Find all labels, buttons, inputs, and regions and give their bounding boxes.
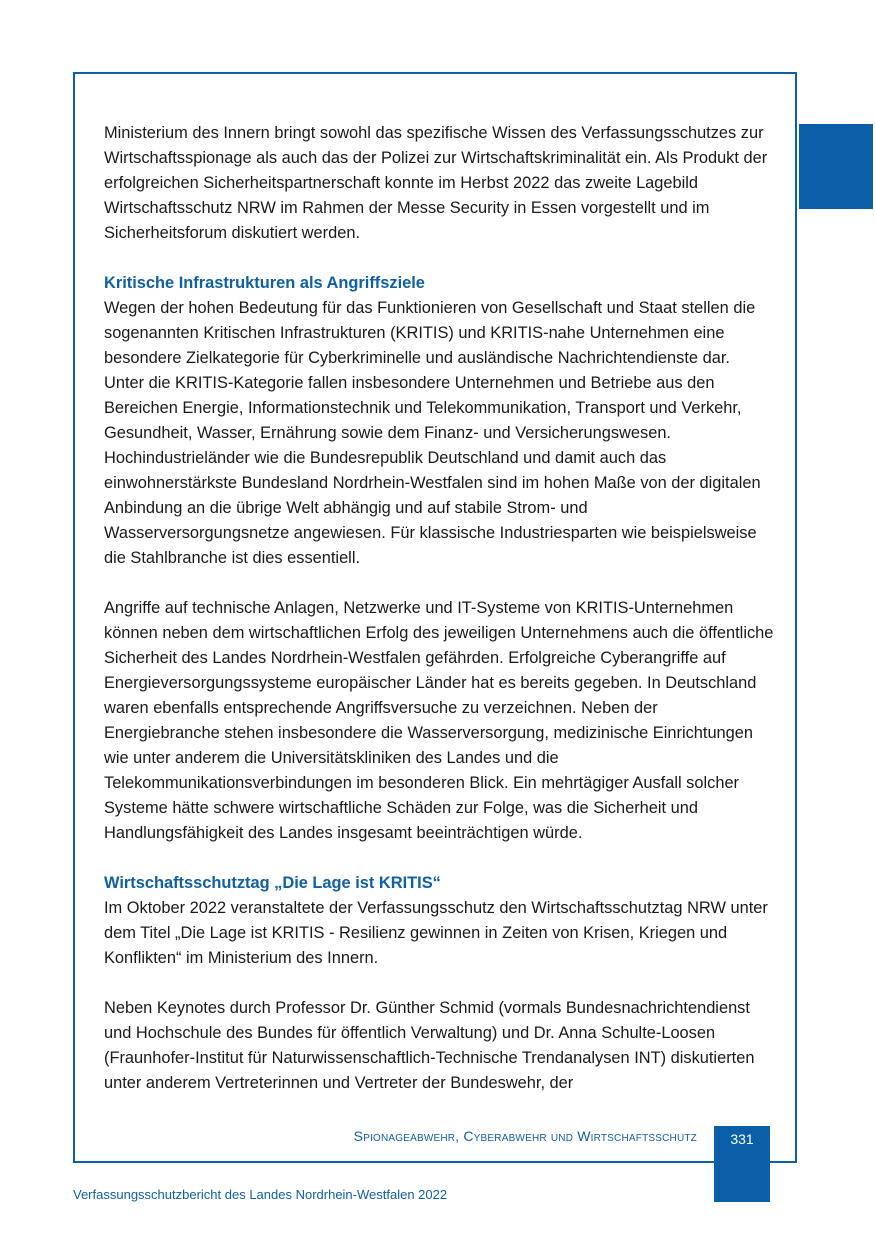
paragraph-intro: Ministerium des Innern bringt sowohl das spezifische Wissen des Verfassungsschutzes zur Wirtschaftsspionage als auch das der Polizei zur Wirtschaftskriminalität ein. Als Produkt der erfolgreichen Sicherheitspartnerschaft konnte im Herbst 2022 das zweite Lagebild Wirtschaftsschutz NRW im Rahmen der Messe Security in Essen vorgestellt und im Sicherheitsforum diskutiert werden. bbox=[104, 124, 768, 242]
paragraph-kritis: Wegen der hohen Bedeutung für das Funktionieren von Gesellschaft und Staat stellen die sogenannten Kritischen Infrastrukturen (KRITIS) und KRITIS-nahe Unternehmen eine besondere Zielkategorie für Cyberkriminelle und ausländische Nachrichtendienste dar. Unter die KRITIS-Kategorie fallen insbesondere Unternehmen und Betriebe aus den Bereichen Energie, Informationstechnik und Telekommunikation, Transport und Verkehr, Gesundheit, Wasser, Ernährung sowie dem Finanz- und Versicherungswesen. Hochindustrieländer wie die Bundesrepublik Deutschland und damit auch das einwohnerstärkste Bundesland Nordrhein-Westfalen sind im hohen Maße von der digitalen Anbindung an die übrige Welt abhängig und auf stabile Strom- und Wasserversorgungsnetze angewiesen. Für klassische Industriesparten wie beispielsweise die Stahlbranche ist dies essentiell. bbox=[104, 299, 761, 567]
report-title: Verfassungsschutzbericht des Landes Nordrhein-Westfalen 2022 bbox=[73, 1187, 448, 1202]
body-text bbox=[104, 121, 774, 1096]
page-number: 331 bbox=[714, 1126, 770, 1202]
heading-wirtschaftsschutztag: Wirtschaftsschutztag „Die Lage ist KRITIS“ bbox=[104, 874, 441, 892]
paragraph-oktober: Im Oktober 2022 veranstaltete der Verfassungsschutz den Wirtschaftsschutztag NRW unter dem Titel „Die Lage ist KRITIS - Resilienz gewinnen in Zeiten von Krisen, Kriegen und Konflikten“ im Ministerium des Innern. bbox=[104, 899, 768, 967]
heading-kritis: Kritische Infrastrukturen als Angriffsziele bbox=[104, 274, 425, 292]
chapter-tab bbox=[799, 124, 873, 209]
paragraph-keynotes: Neben Keynotes durch Professor Dr. Günther Schmid (vormals Bundesnachrichtendienst und Hochschule des Bundes für öffentlich Verwaltung) und Dr. Anna Schulte-Loosen (Fraunhofer-Institut für Naturwissenschaftlich-Technische Trendanalysen INT) diskutierten unter anderem Vertreterinnen und Vertreter der Bundeswehr, der bbox=[104, 999, 755, 1092]
running-footer-title: Spionageabwehr, Cyberabwehr und Wirtschaftsschutz bbox=[353, 1128, 697, 1144]
paragraph-angriffe: Angriffe auf technische Anlagen, Netzwerke und IT-Systeme von KRITIS-Unternehmen können neben dem wirtschaftlichen Erfolg des jeweiligen Unternehmens auch die öffentliche Sicherheit des Landes Nordrhein-Westfalen gefährden. Erfolgreiche Cyberangriffe auf Energieversorgungssysteme europäischer Länder hat es bereits gegeben. In Deutschland waren ebenfalls entsprechende Angriffsversuche zu verzeichnen. Neben der Energiebranche stehen insbesondere die Wasserversorgung, medizinische Einrichtungen wie unter anderem die Universitätskliniken des Landes und die Telekommunikationsverbindungen im besonderen Blick. Ein mehrtägiger Ausfall solcher Systeme hätte schwere wirtschaftliche Schäden zur Folge, was die Sicherheit und Handlungsfähigkeit des Landes insgesamt beeinträchtigen würde. bbox=[104, 599, 774, 842]
